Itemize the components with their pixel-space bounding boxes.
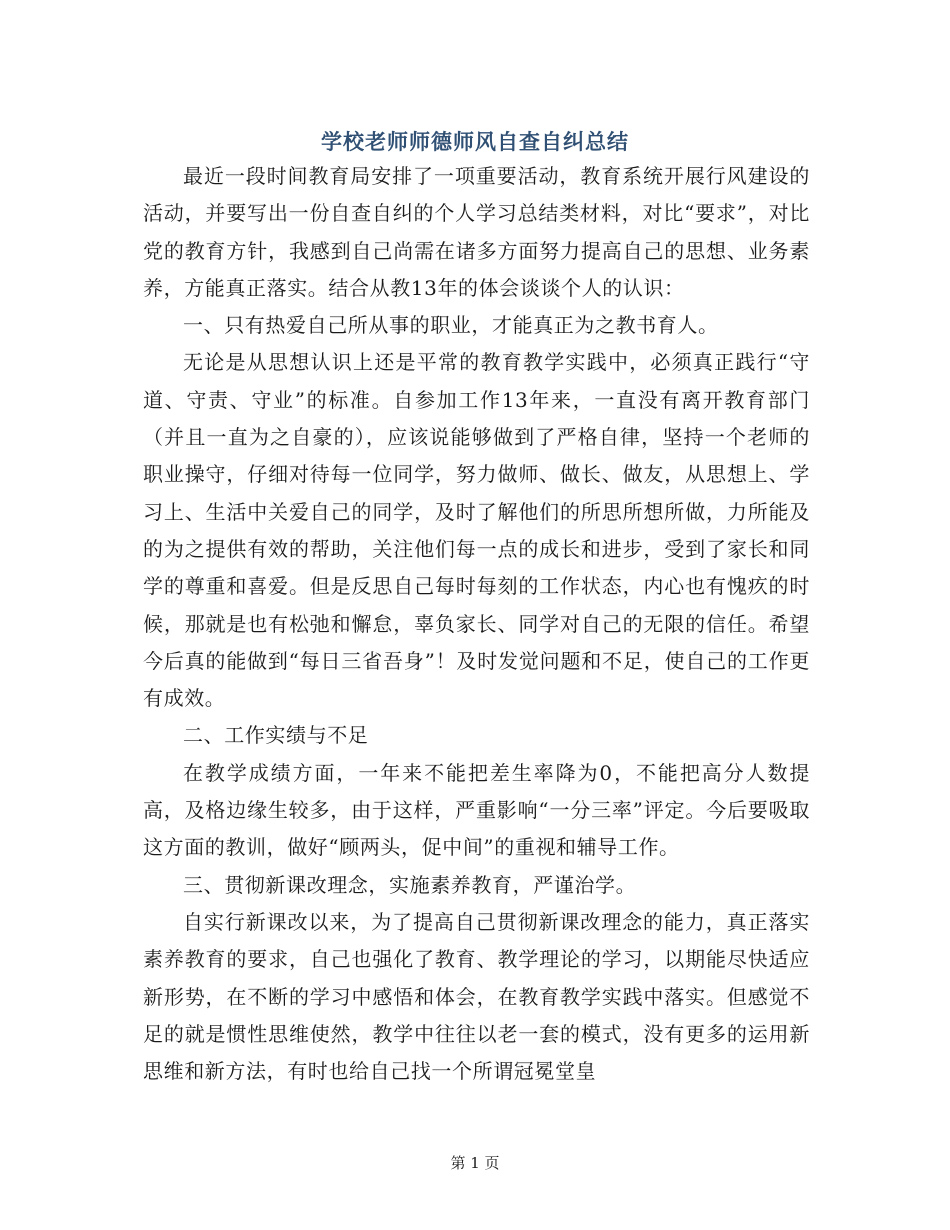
paragraph-section-3: 自实行新课改以来，为了提高自己贯彻新课改理念的能力，真正落实素养教育的要求，自己也强化了教育、教学理论的学习，以期能尽快适应新形势，在不断的学习中感悟和体会，在教育教学实践中落实。但感觉不足的就是惯性思维使然，教学中往往以老一套的模式，没有更多的运用新思维和新方法，有时也给自己找一个所谓冠冕堂皇 <box>143 909 810 1084</box>
section-heading-1: 一、只有热爱自己所从事的职业，才能真正为之教书育人。 <box>183 313 719 338</box>
document-body <box>143 158 810 1090</box>
paragraph-section-1: 无论是从思想认识上还是平常的教育教学实践中，必须真正践行“守道、守责、守业”的标准。自参加工作13年来，一直没有离开教育部门（并且一直为之自豪的），应该说能够做到了严格自律，坚持一个老师的职业操守，仔细对待每一位同学，努力做师、做长、做友，从思想上、学习上、生活中关爱自己的同学，及时了解他们的所思所想所做，力所能及的为之提供有效的帮助，关注他们每一点的成长和进步，受到了家长和同学的尊重和喜爱。但是反思自己每时每刻的工作状态，内心也有愧疚的时候，那就是也有松弛和懈怠，辜负家长、同学对自己的无限的信任。希望今后真的能做到“每日三省吾身”！及时发觉问题和不足，使自己的工作更有成效。 <box>143 350 810 711</box>
section-heading-3: 三、贯彻新课改理念，实施素养教育，严谨治学。 <box>183 872 637 897</box>
section-heading-2: 二、工作实绩与不足 <box>183 723 369 748</box>
paragraph-section-2: 在教学成绩方面，一年来不能把差生率降为0，不能把高分人数提高，及格边缘生较多，由于这样，严重影响“一分三率”评定。今后要吸取这方面的教训，做好“顾两头，促中间”的重视和辅导工作。 <box>143 760 810 860</box>
document-title: 学校老师师德师风自查自纠总结 <box>321 129 629 155</box>
paragraph-intro: 最近一段时间教育局安排了一项重要活动，教育系统开展行风建设的活动，并要写出一份自查自纠的个人学习总结类材料，对比“要求”，对比党的教育方针，我感到自己尚需在诸多方面努力提高自己的思想、业务素养，方能真正落实。结合从教13年的体会谈谈个人的认识： <box>143 164 810 300</box>
page-number: 第 1 页 <box>450 1154 500 1172</box>
